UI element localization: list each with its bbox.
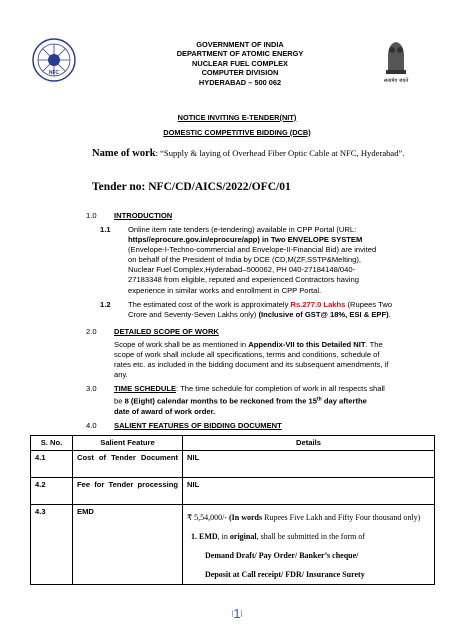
name-of-work-label: Name of work	[92, 148, 156, 159]
table-row	[31, 505, 435, 585]
intro-line: (Envelope-I-Techno-commercial and Envelope-II-Financial Bid) are invited	[128, 245, 377, 255]
organization-header	[140, 40, 340, 87]
section-number: 3.0	[86, 384, 97, 393]
intro-line: 27183348 from eligible, reputed and experienced Contractors having	[128, 275, 359, 285]
name-of-work-text: : “Supply & laying of Overhead Fiber Optic Cable at NFC, Hyderabad”.	[155, 148, 405, 158]
header-line: GOVERNMENT OF INDIA	[196, 40, 284, 49]
row-details: ₹ 5,54,000/- (In words Rupees Five Lakh and Fifty Four thousand only) 1. EMD, in original, shall be submitted in the form of Demand Draft/ Pay Order/ Banker’s cheque/ Deposit at Call receipt/ FDR/ Insurance Surety	[183, 505, 435, 585]
row-feature: Fee for Tender processing	[73, 478, 183, 505]
scope-paragraph: Scope of work shall be as mentioned in Appendix-VII to this Detailed NIT. The scope of work shall include all specifications, terms and conditions, schedule of rates etc. as included in the bidding document and its subsequent amendments, if any.	[114, 340, 389, 380]
row-number: 4.2	[31, 478, 73, 505]
table-header-row	[31, 436, 435, 451]
intro-line: Nuclear Fuel Complex,Hyderabad–500062, PH 040-27184148/040-	[128, 265, 356, 275]
column-header: Details	[183, 436, 435, 451]
nfc-logo-icon	[32, 38, 76, 82]
notice-title: NOTICE INVITING E-TENDER(NIT)	[177, 113, 297, 122]
time-schedule-paragraph: TIME SCHEDULE: The time schedule for completion of work in all respects shall be 8 (Eight) calendar months to be reckoned from the 15th day afterthe date of award of work order.	[114, 384, 385, 416]
subsection-number: 1.1	[100, 225, 111, 234]
column-header: S. No.	[31, 436, 73, 451]
estimated-amount: Rs.277.0 Lakhs	[290, 300, 346, 309]
estimated-cost-paragraph: The estimated cost of the work is approximately Rs.277.0 Lakhs (Rupees Two Crore and Seventy-Seven Lakhs only) (Inclusive of GST@ 18%, ESI & EPF).	[128, 300, 393, 320]
national-emblem-icon	[374, 34, 418, 86]
page-footer: [1]	[231, 606, 243, 621]
intro-line: Online item rate tenders (e-tendering) available in CPP Portal (URL:	[128, 225, 357, 234]
section-number: 2.0	[86, 327, 97, 336]
bid-type: DOMESTIC COMPETITIVE BIDDING (DCB)	[163, 128, 311, 137]
row-feature: Cost of Tender Document	[73, 451, 183, 478]
section-title: SALIENT FEATURES OF BIDDING DOCUMENT	[114, 421, 282, 430]
row-details: NIL	[183, 478, 435, 505]
page-number: 1	[233, 606, 241, 621]
row-details: NIL	[183, 451, 435, 478]
row-feature: EMD	[73, 505, 183, 585]
section-title: INTRODUCTION	[114, 211, 173, 220]
row-number: 4.1	[31, 451, 73, 478]
salient-features-table	[30, 435, 435, 585]
intro-line: experience in similar works and enrollment in CPP Portal.	[128, 285, 322, 295]
header-line: HYDERABAD – 500 062	[198, 77, 282, 87]
subsection-number: 1.2	[100, 300, 111, 309]
intro-line: https//eprocure.gov.in/eprocure/app) in Two ENVELOPE SYSTEM	[128, 235, 363, 245]
table-row	[31, 478, 435, 505]
section-title: DETAILED SCOPE OF WORK	[114, 327, 219, 336]
introduction-paragraph	[128, 225, 443, 296]
header-line: COMPUTER DIVISION	[201, 68, 279, 78]
nfc-logo-text: NFC	[48, 70, 60, 76]
header-line: NUCLEAR FUEL COMPLEX	[192, 58, 288, 68]
row-number: 4.3	[31, 505, 73, 585]
section-number: 1.0	[86, 211, 97, 220]
section-number: 4.0	[86, 421, 97, 430]
intro-line: on behalf of the President of India by DCE (CD,M(ZF,SSTP&Melting),	[128, 255, 361, 265]
emblem-caption: सत्यमेव जयते	[383, 78, 409, 84]
tender-number: Tender no: NFC/CD/AICS/2022/OFC/01	[92, 181, 291, 193]
name-of-work	[92, 148, 422, 159]
header-line: DEPARTMENT OF ATOMIC ENERGY	[176, 49, 304, 59]
table-row	[31, 451, 435, 478]
column-header: Salient Feature	[73, 436, 183, 451]
